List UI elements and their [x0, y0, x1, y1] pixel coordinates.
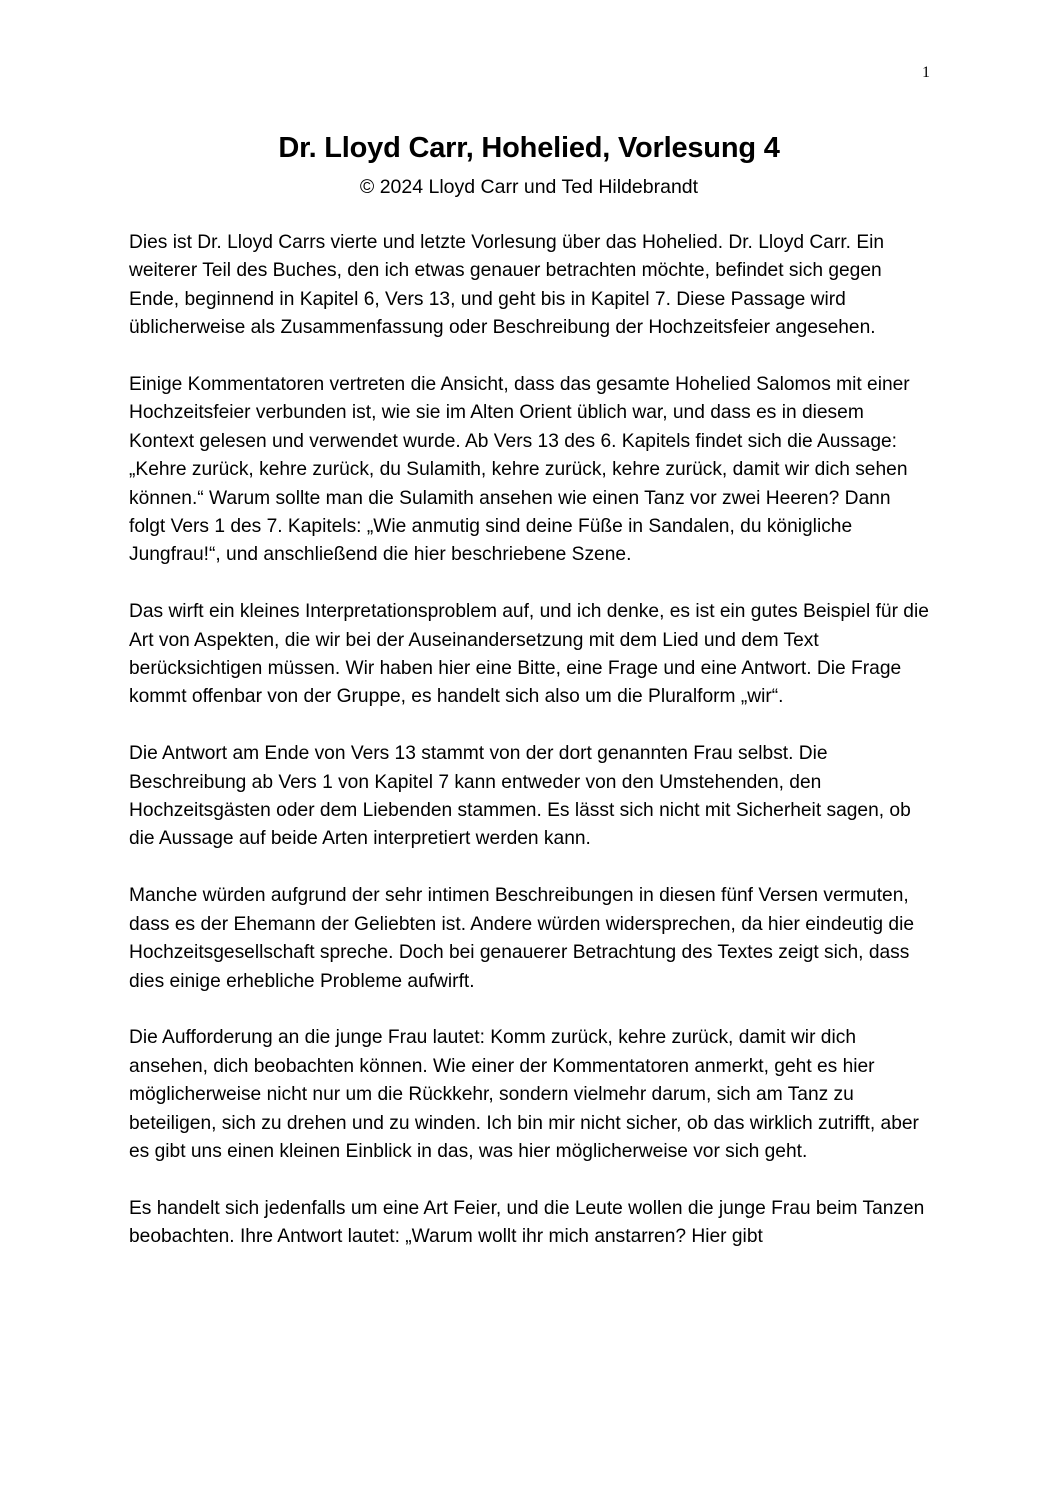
paragraph: Manche würden aufgrund der sehr intimen Beschreibungen in diesen fünf Versen vermuten, dass es der Ehemann der Geliebten ist. Andere würden widersprechen, da hier eindeutig die Hochzeitsgesellschaft spreche. Doch bei genauerer Betrachtung des Textes zeigt sich, dass dies einige erhebliche Probleme aufwirft. [129, 885, 915, 992]
document-title: Dr. Lloyd Carr, Hohelied, Vorlesung 4 [278, 132, 780, 164]
paragraph: Die Aufforderung an die junge Frau lautet: Komm zurück, kehre zurück, damit wir dich ansehen, dich beobachten können. Wie einer der Kommentatoren anmerkt, geht es hier möglicherweise nicht nur um die Rückkehr, sondern vielmehr darum, sich am Tanz zu beteiligen, sich zu drehen und zu winden. Ich bin mir nicht sicher, ob das wirklich zutrifft, aber es gibt uns einen kleinen Einblick in das, was hier möglicherweise vor sich geht. [129, 1027, 919, 1162]
paragraph: Die Antwort am Ende von Vers 13 stammt von der dort genannten Frau selbst. Die Beschreibung ab Vers 1 von Kapitel 7 kann entweder von den Umstehenden, den Hochzeitsgästen oder dem Liebenden stammen. Es lässt sich nicht mit Sicherheit sagen, ob die Aussage auf beide Arten interpretiert werden kann. [129, 743, 911, 850]
page-number: 1 [922, 64, 930, 81]
document-body [129, 229, 931, 1280]
paragraph: Das wirft ein kleines Interpretationsproblem auf, und ich denke, es ist ein gutes Beispiel für die Art von Aspekten, die wir bei der Auseinandersetzung mit dem Lied und dem Text berücksichtigen müssen. Wir haben hier eine Bitte, eine Frage und eine Antwort. Die Frage kommt offenbar von der Gruppe, es handelt sich also um die Pluralform „wir“. [129, 601, 929, 708]
paragraph: Es handelt sich jedenfalls um eine Art Feier, und die Leute wollen die junge Frau beim Tanzen beobachten. Ihre Antwort lautet: „Warum wollt ihr mich anstarren? Hier gibt [129, 1197, 925, 1248]
copyright-line: © 2024 Lloyd Carr und Ted Hildebrandt [359, 176, 699, 198]
paragraph: Dies ist Dr. Lloyd Carrs vierte und letzte Vorlesung über das Hohelied. Dr. Lloyd Carr. Ein weiterer Teil des Buches, den ich etwas genauer betrachten möchte, befindet sich gegen Ende, beginnend in Kapitel 6, Vers 13, und geht bis in Kapitel 7. Diese Passage wird üblicherweise als Zusammenfassung oder Beschreibung der Hochzeitsfeier angesehen. [129, 232, 885, 339]
paragraph: Einige Kommentatoren vertreten die Ansicht, dass das gesamte Hohelied Salomos mit einer Hochzeitsfeier verbunden ist, wie sie im Alten Orient üblich war, und dass es in diesem Kontext gelesen und verwendet wurde. Ab Vers 13 des 6. Kapitels findet sich die Aussage: „Kehre zurück, kehre zurück, du Sulamith, kehre zurück, kehre zurück, damit wir dich sehen können.“ Warum sollte man die Sulamith ansehen wie einen Tanz vor zwei Heeren? Dann folgt Vers 1 des 7. Kapitels: „Wie anmutig sind deine Füße in Sandalen, du königliche Jungfrau!“, und anschließend die hier beschriebene Szene. [129, 374, 910, 566]
